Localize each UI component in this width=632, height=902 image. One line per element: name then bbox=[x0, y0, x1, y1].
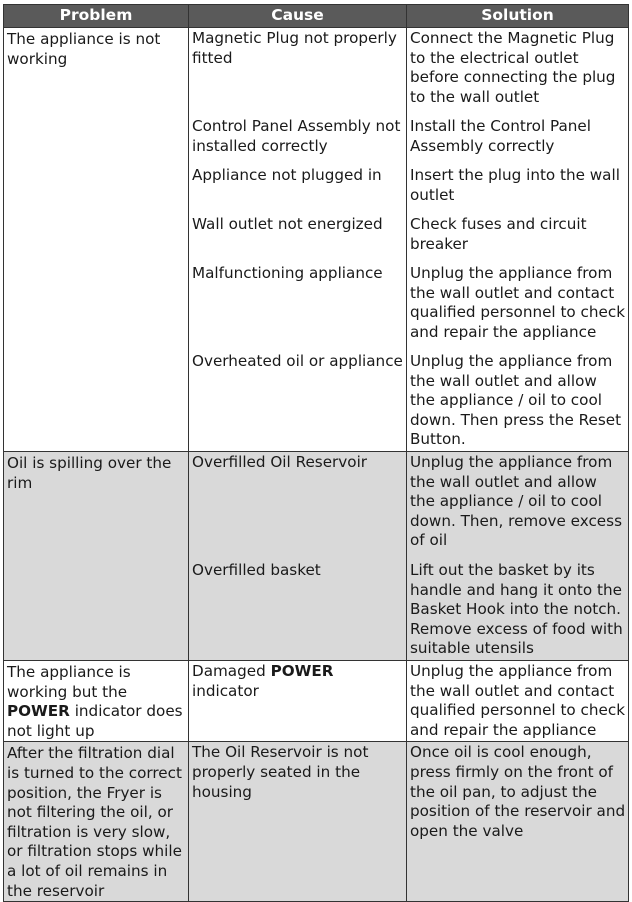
cell-text: Unplug the appliance from the wall outlet and allow the appliance / oil to cool down. Then, remove excess of oil bbox=[410, 453, 622, 550]
cell-text: The appliance is not working bbox=[7, 30, 161, 68]
cell-text: Magnetic Plug not properly fitted bbox=[192, 29, 397, 67]
solution-item bbox=[410, 661, 626, 741]
solution-cell bbox=[407, 452, 629, 661]
cell-text: Check fuses and circuit breaker bbox=[410, 215, 587, 253]
cell-text: Oil is spilling over the rim bbox=[7, 454, 172, 492]
cell-text: Install the Control Panel Assembly correctly bbox=[410, 117, 591, 155]
troubleshooting-table bbox=[3, 4, 629, 902]
cell-text: indicator does not light up bbox=[7, 702, 183, 740]
solution-cell bbox=[407, 28, 629, 452]
problem-cell bbox=[4, 661, 189, 742]
problem-cell bbox=[4, 742, 189, 902]
cause-cell bbox=[189, 452, 407, 661]
solution-item bbox=[410, 742, 626, 842]
emphasis-text: POWER bbox=[270, 662, 334, 680]
cell-text: Unplug the appliance from the wall outlet and contact qualified personnel to check and repair the appliance bbox=[410, 662, 626, 739]
cause-item bbox=[192, 351, 404, 451]
header-problem: Problem bbox=[4, 5, 189, 28]
cell-text: Damaged bbox=[192, 662, 271, 680]
cause-item bbox=[192, 28, 404, 108]
cell-text: Appliance not plugged in bbox=[192, 166, 382, 184]
cause-cell bbox=[189, 661, 407, 742]
emphasis-text: POWER bbox=[7, 702, 70, 721]
table-row bbox=[4, 452, 629, 661]
cause-item bbox=[192, 452, 404, 552]
solution-item bbox=[410, 452, 626, 552]
cause-cell bbox=[189, 742, 407, 902]
table-row bbox=[4, 661, 629, 742]
table-row bbox=[4, 28, 629, 452]
solution-item bbox=[410, 560, 626, 660]
cell-text: Overfilled basket bbox=[192, 561, 321, 579]
cell-text: Unplug the appliance from the wall outlet and allow the appliance / oil to cool down. Then press the Reset Button. bbox=[410, 352, 622, 449]
cause-item bbox=[192, 661, 404, 741]
cell-text: Connect the Magnetic Plug to the electrical outlet before connecting the plug to the wall outlet bbox=[410, 29, 616, 106]
solution-item bbox=[410, 351, 626, 451]
cause-item bbox=[192, 560, 404, 660]
cell-text: Once oil is cool enough, press firmly on the front of the oil pan, to adjust the position of the reservoir and open the valve bbox=[410, 743, 626, 840]
solution-cell bbox=[407, 661, 629, 742]
problem-cell bbox=[4, 28, 189, 452]
cell-text: Insert the plug into the wall outlet bbox=[410, 166, 620, 204]
header-cause: Cause bbox=[189, 5, 407, 28]
cell-text: Lift out the basket by its handle and hang it onto the Basket Hook into the notch. Remove excess of food with suitable utensils bbox=[410, 561, 623, 658]
cause-item bbox=[192, 263, 404, 343]
header-row bbox=[4, 5, 629, 28]
solution-item bbox=[410, 165, 626, 206]
cell-text: Overheated oil or appliance bbox=[192, 352, 403, 370]
troubleshooting-table-wrapper bbox=[3, 4, 628, 902]
cell-text: indicator bbox=[192, 681, 259, 700]
cause-cell bbox=[189, 28, 407, 452]
cell-text: Control Panel Assembly not installed correctly bbox=[192, 117, 401, 155]
problem-cell bbox=[4, 452, 189, 661]
cell-text: Wall outlet not energized bbox=[192, 215, 383, 233]
table-row bbox=[4, 742, 629, 902]
solution-cell bbox=[407, 742, 629, 902]
cause-item bbox=[192, 214, 404, 255]
solution-item bbox=[410, 28, 626, 108]
cause-item bbox=[192, 165, 404, 206]
cell-text: After the filtration dial is turned to the correct position, the Fryer is not filtering the oil, or filtration is very slow, or filtration stops while a lot of oil remains in the reservoir bbox=[7, 744, 182, 900]
cause-item bbox=[192, 116, 404, 157]
cell-text: The Oil Reservoir is not properly seated in the housing bbox=[192, 743, 369, 801]
cell-text: Overfilled Oil Reservoir bbox=[192, 453, 368, 471]
solution-item bbox=[410, 214, 626, 255]
solution-item bbox=[410, 263, 626, 343]
cause-item bbox=[192, 742, 404, 842]
header-solution: Solution bbox=[407, 5, 629, 28]
cell-text: The appliance is working but the bbox=[7, 663, 131, 701]
solution-item bbox=[410, 116, 626, 157]
cell-text: Malfunctioning appliance bbox=[192, 264, 383, 282]
cell-text: Unplug the appliance from the wall outlet and contact qualified personnel to check and repair the appliance bbox=[410, 264, 626, 341]
